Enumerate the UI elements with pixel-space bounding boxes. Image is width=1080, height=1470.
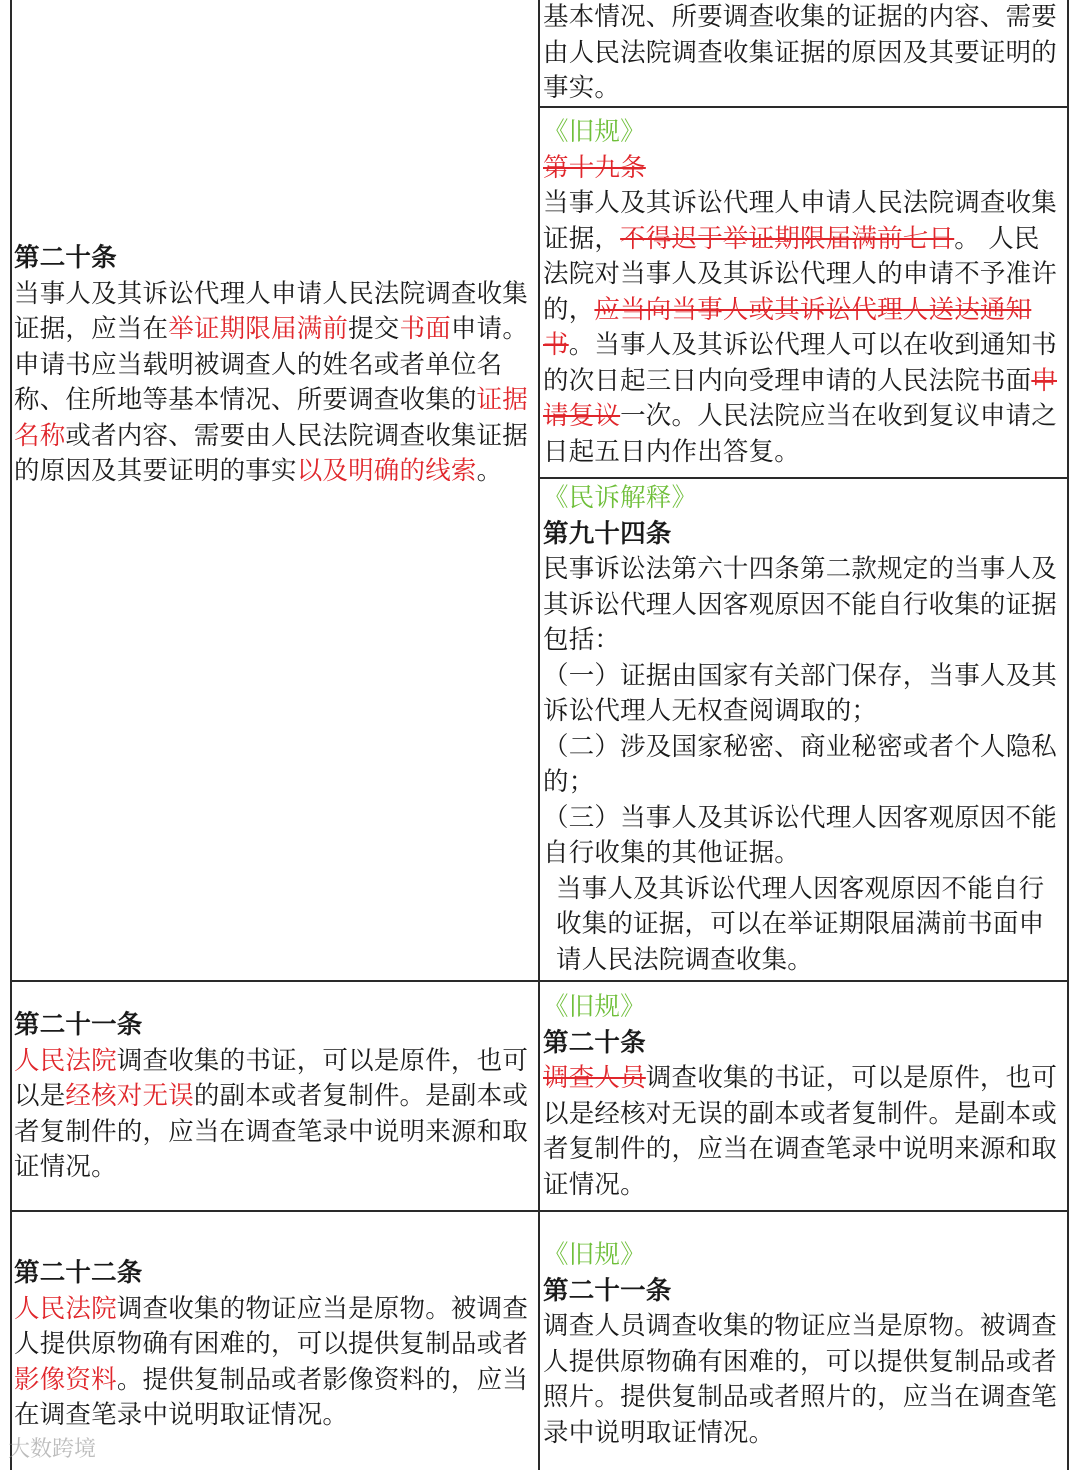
- row-divider: [10, 980, 1069, 982]
- watermark: 大数跨境: [8, 1437, 97, 1462]
- article-title: 第十九条: [543, 152, 646, 183]
- article-paragraph: 人民法院调查收集的书证，可以是原件，也可以是经核对无误的副本或者复制件。是副本或者复制件的，应当在调查笔录中说明来源和取证情况。: [14, 1045, 529, 1182]
- article-title: 第九十四条: [543, 518, 672, 549]
- article-title: 第二十一条: [14, 1010, 143, 1040]
- deleted-text: 申请复议: [543, 365, 1058, 431]
- list-item: （二）涉及国家秘密、商业秘密或者个人隐私的；: [543, 731, 1058, 797]
- article-paragraph: 人民法院调查收集的物证应当是原物。被调查人提供原物确有困难的，可以提供复制品或者影像资料。提供复制品或者影像资料的，应当在调查笔录中说明取证情况。: [14, 1293, 529, 1430]
- new-rule-cell: [14, 1256, 534, 1434]
- table-border-right: [1067, 0, 1069, 1470]
- changed-text: 以及明确的线索: [296, 456, 477, 486]
- article-title: 第二十二条: [14, 1258, 143, 1288]
- article-title: 第二十一条: [543, 1275, 672, 1306]
- deleted-text: 调查人员: [543, 1063, 646, 1093]
- changed-text: 人民法院: [14, 1293, 117, 1324]
- list-item: （三）当事人及其诉讼代理人因客观原因不能自行收集的其他证据。: [543, 802, 1058, 868]
- source-label: 《民诉解释》: [543, 483, 698, 513]
- changed-text: 举证期限届满前: [168, 314, 349, 344]
- table-border-left: [10, 0, 12, 1470]
- old-rule-cell: [543, 990, 1064, 1203]
- changed-text: 证据名称: [14, 385, 529, 451]
- article-paragraph: 调查人员调查收集的物证应当是原物。被调查人提供原物确有困难的，可以提供复制品或者照片。提供复制品或者照片的，应当在调查笔录中说明取证情况。: [543, 1311, 1058, 1448]
- article-paragraph: 当事人及其诉讼代理人申请人民法院调查收集证据，应当在举证期限届满前提交书面申请。: [14, 278, 529, 344]
- article-title: 第二十条: [543, 1027, 646, 1058]
- changed-text: 书面: [399, 314, 451, 344]
- changed-text: 经核对无误: [65, 1081, 194, 1111]
- source-label: 《旧规》: [543, 117, 646, 147]
- changed-text: 人民法院: [14, 1045, 117, 1076]
- article-paragraph: 调查人员调查收集的书证，可以是原件，也可以是经核对无误的副本或者复制件。是副本或者复制件的，应当在调查笔录中说明来源和取证情况。: [543, 1063, 1058, 1200]
- old-rule-cell: [543, 115, 1064, 470]
- article-title: 第二十条: [14, 243, 117, 273]
- new-rule-cell: [14, 241, 534, 490]
- source-label: 《旧规》: [543, 992, 646, 1022]
- list-item: （一）证据由国家有关部门保存，当事人及其诉讼代理人无权查阅调取的；: [543, 660, 1058, 726]
- old-rule-cell-continued: [543, 0, 1064, 107]
- article-paragraph: 申请书应当载明被调查人的姓名或者单位名称、住所地等基本情况、所要调查收集的证据名称或者内容、需要由人民法院调查收集证据的原因及其要证明的事实以及明确的线索。: [14, 349, 529, 486]
- deleted-text: 不得迟于举证期限届满前七日: [620, 223, 955, 254]
- article-paragraph: 基本情况、所要调查收集的证据的内容、需要由人民法院调查收集证据的原因及其要证明的事实。: [543, 2, 1058, 103]
- row-divider: [10, 1210, 1069, 1212]
- article-paragraph: 当事人及其诉讼代理人因客观原因不能自行收集的证据，可以在举证期限届满前书面申请人民法院调查收集。: [556, 873, 1045, 975]
- new-rule-cell: [14, 1008, 534, 1186]
- table-column-divider: [538, 0, 540, 1470]
- old-rule-cell: [543, 1238, 1064, 1451]
- article-paragraph: 民事诉讼法第六十四条第二款规定的当事人及其诉讼代理人因客观原因不能自行收集的证据包括：: [543, 554, 1058, 655]
- article-paragraph: 当事人及其诉讼代理人申请人民法院调查收集证据，不得迟于举证期限届满前七日。 人民法院对当事人及其诉讼代理人的申请不予准许的，应当向当事人或其诉讼代理人送达通知书。当事人及其诉讼代理人可以在收到通知书的次日起三日内向受理申请的人民法院书面申请复议一次。人民法院应当在收到复议申请之日起五日内作出答复。: [543, 188, 1058, 467]
- deleted-text: 应当向当事人或其诉讼代理人送达通知书: [543, 294, 1032, 360]
- changed-text: 影像资料: [14, 1364, 117, 1395]
- row-divider: [538, 477, 1069, 479]
- interpretation-cell: [543, 481, 1064, 978]
- source-label: 《旧规》: [543, 1240, 646, 1270]
